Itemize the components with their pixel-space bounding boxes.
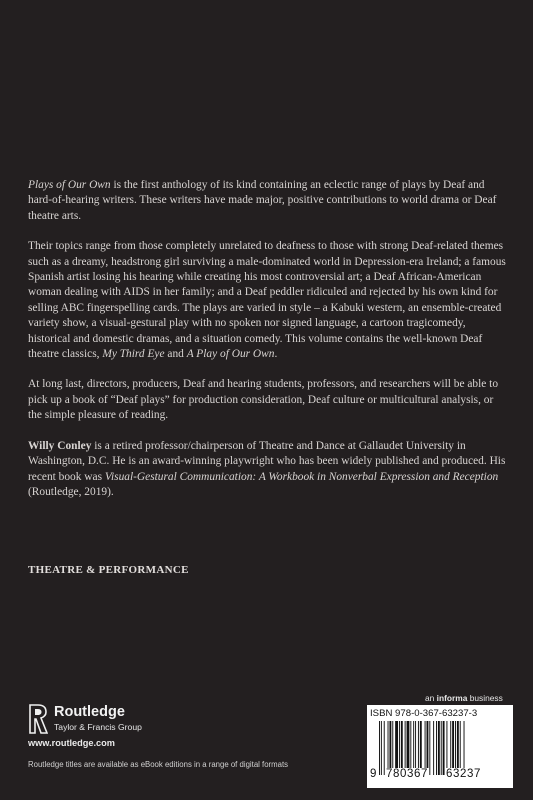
barcode-bar (446, 721, 447, 775)
blurb-p2-and: and (164, 348, 187, 361)
informa-suffix: business (467, 693, 503, 703)
barcode-bar (450, 721, 451, 775)
informa-prefix: an (425, 693, 437, 703)
barcode-bar (429, 721, 430, 775)
barcode-bar (413, 721, 414, 775)
classic-title-1: My Third Eye (102, 348, 165, 361)
publisher-name: Routledge (54, 704, 125, 720)
barcode-bar (388, 721, 389, 775)
barcode-bar (427, 721, 429, 775)
blurb-paragraph-3: At long last, directors, producers, Deaf and hearing students, professors, and researchers will be able to pick up a book of “Deaf plays” for production consideration, Deaf culture or multicultural analysis, or the simple pleasure of reading. (28, 378, 499, 422)
publisher-url: www.routledge.com (28, 738, 115, 748)
isbn-label: ISBN 978-0-367-63237-3 (370, 708, 478, 719)
barcode-bar (452, 721, 454, 775)
informa-brand: informa (436, 693, 468, 703)
barcode-bar (401, 721, 403, 775)
barcode-bar (441, 721, 442, 775)
blurb-p2-text: Their topics range from those completely unrelated to deafness to those with strong Deaf-related themes such as a dreamy, headstrong girl surviving a male-dominated world in Depression-era Ireland; a famous Spanish artist losing his hearing while creating his most controversial art; a Deaf African-American woman dealing with AIDS in her family; and a Deaf peddler ridiculed and rejected by his own kind for selling ABC fingerspelling cards. The plays are varied in style – a Kabuki western, an ensemble-created variety show, a visual-gestural play with no spoken nor signed language, a cartoon tragicomedy, historical and domestic dramas, and a situation comedy. This volume contains the well-known Deaf theatre classics, (28, 240, 506, 361)
informa-business-tag (425, 693, 503, 703)
barcode-bar (405, 721, 406, 775)
barcode-bar (418, 721, 419, 775)
barcode-bar (399, 721, 400, 775)
barcode-bar (407, 721, 410, 775)
barcode-bar (392, 721, 393, 775)
barcode-bar (415, 721, 416, 775)
author-bio-text: is a retired professor/chairperson of Theatre and Dance at Gallaudet University in Washington, D.C. He is an award-winning playwright who has been widely published and produced. His recent book was (28, 439, 506, 483)
barcode-bar (464, 721, 465, 775)
barcode-bar (457, 721, 459, 775)
subject-category: THEATRE & PERFORMANCE (28, 564, 189, 576)
ebook-availability-note: Routledge titles are available as eBook editions in a range of digital formats (28, 760, 289, 769)
author-recent-book: Visual-Gestural Communication: A Workbook in Nonverbal Expression and Reception (104, 470, 499, 483)
barcode-bar (379, 721, 380, 775)
author-bio-end: (Routledge, 2019). (28, 485, 114, 498)
blurb-paragraph-1 (28, 178, 510, 224)
barcode-bar (410, 721, 411, 775)
author-bio (28, 439, 510, 501)
barcode-bar (436, 721, 437, 775)
barcode-bar (443, 721, 445, 775)
routledge-logo-icon (28, 704, 48, 734)
barcode-digits-group-1: 780367 (386, 768, 428, 780)
publisher-group: Taylor & Francis Group (54, 722, 142, 732)
blurb-paragraph-2 (28, 239, 510, 362)
isbn-barcode (367, 705, 513, 788)
barcode-bar (455, 721, 456, 775)
barcode-bar (425, 721, 426, 775)
classic-title-2: A Play of Our Own (186, 348, 275, 361)
barcode-digit-first: 9 (370, 768, 377, 780)
barcode-bar (460, 721, 461, 775)
publisher-block (28, 701, 228, 761)
barcode-bar (384, 721, 385, 775)
back-cover-blurb (28, 178, 510, 500)
barcode-digits-group-2: 63237 (446, 768, 481, 780)
author-name: Willy Conley (28, 439, 92, 452)
blurb-p1-text: is the first anthology of its kind containing an eclectic range of plays by Deaf and hard-of-hearing writers. These writers have made major, positive contributions to world drama or Deaf theatre arts. (28, 179, 497, 222)
book-title: Plays of Our Own (28, 179, 111, 191)
barcode-bar (381, 721, 382, 775)
barcode-bar (433, 721, 434, 775)
barcode-bar (420, 721, 422, 775)
barcode-bar (389, 721, 391, 775)
blurb-p2-end: . (274, 348, 278, 361)
barcode-bar (438, 721, 440, 775)
barcode-bar (395, 721, 398, 775)
